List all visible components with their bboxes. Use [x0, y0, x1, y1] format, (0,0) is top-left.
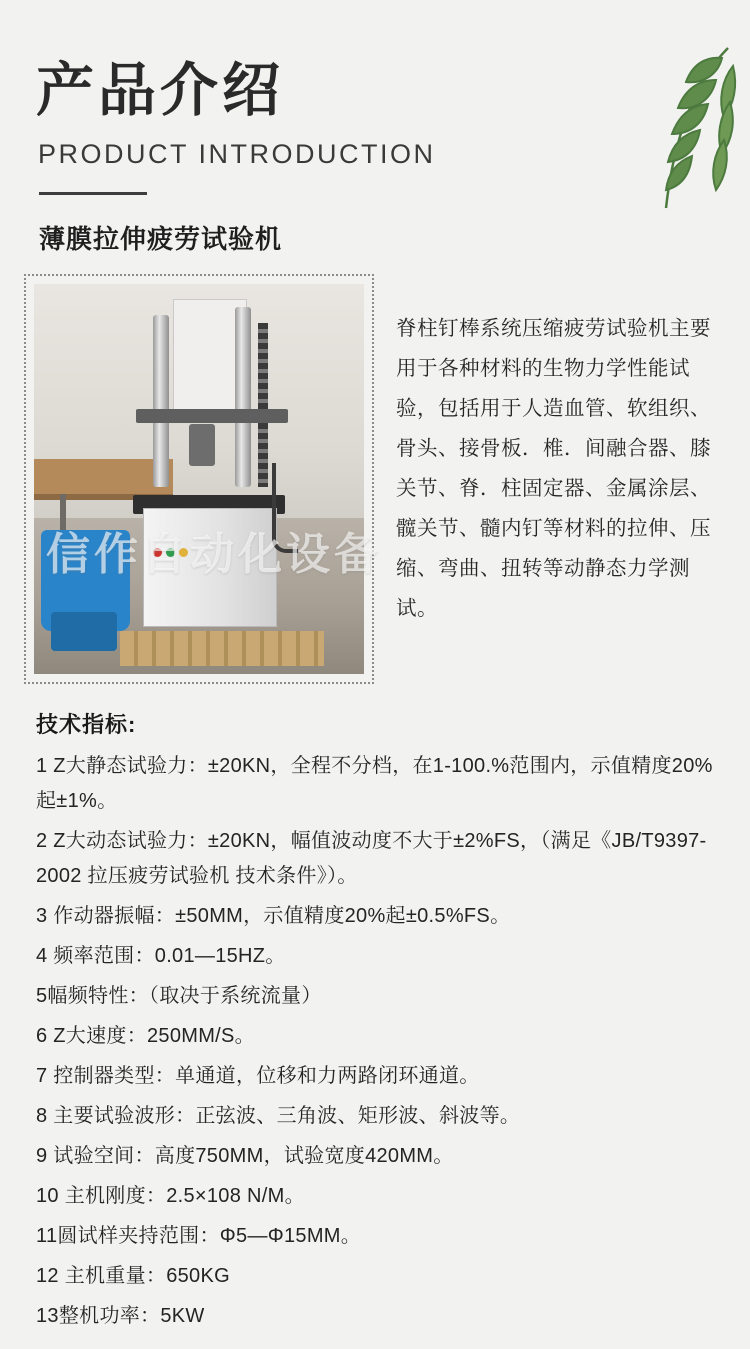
product-section — [0, 274, 750, 684]
page-title-en: PRODUCT INTRODUCTION — [38, 138, 436, 169]
spec-item: 6 Z大速度：250MM/S。 — [36, 1024, 255, 1047]
spec-item: 11圆试样夹持范围：Φ5—Φ15MM。 — [36, 1224, 362, 1247]
product-photo-frame — [24, 274, 374, 684]
watermark-text: 信作自动化设备 — [46, 530, 382, 579]
specifications-section — [0, 684, 750, 1334]
page-title-cn: 产品介绍 — [36, 56, 285, 124]
spec-item: 8 主要试验波形：正弦波、三角波、矩形波、斜波等。 — [36, 1104, 521, 1127]
product-photo — [34, 284, 364, 674]
spec-item: 5幅频特性：（取决于系统流量） — [36, 984, 322, 1007]
spec-item: 10 主机刚度：2.5×108 N/M。 — [36, 1184, 305, 1207]
spec-item: 7 控制器类型：单通道，位移和力两路闭环通道。 — [36, 1064, 480, 1087]
spec-item: 2 Z大动态试验力：±20KN，幅值波动度不大于±2%FS，（满足《JB/T9397-2002 拉压疲劳试验机 技术条件》）。 — [36, 829, 707, 887]
spec-item: 4 频率范围：0.01—15HZ。 — [36, 944, 286, 967]
product-description: 脊柱钉棒系统压缩疲劳试验机主要用于各种材料的生物力学性能试验，包括用于人造血管、软组织、骨头、接骨板．椎．间融合器、膝关节、脊．柱固定器、金属涂层、髋关节、髓内钉等材料的拉伸、压缩、弯曲、扭转等动静态力学测试。 — [396, 316, 711, 620]
spec-item: 1 Z大静态试验力：±20KN，全程不分档，在1-100.%范围内，示值精度20%起±1%。 — [36, 754, 713, 812]
spec-item: 13整机功率：5KW — [36, 1304, 205, 1327]
title-divider — [39, 192, 147, 195]
specifications-title: 技术指标: — [36, 711, 137, 737]
page-header — [0, 0, 750, 256]
product-name: 薄膜拉伸疲劳试验机 — [39, 223, 283, 254]
specifications-list — [36, 749, 720, 1334]
spec-item: 12 主机重量：650KG — [36, 1264, 230, 1287]
spec-item: 9 试验空间：高度750MM，试验宽度420MM。 — [36, 1144, 454, 1167]
spec-item: 3 作动器振幅：±50MM，示值精度20%起±0.5%FS。 — [36, 904, 511, 927]
